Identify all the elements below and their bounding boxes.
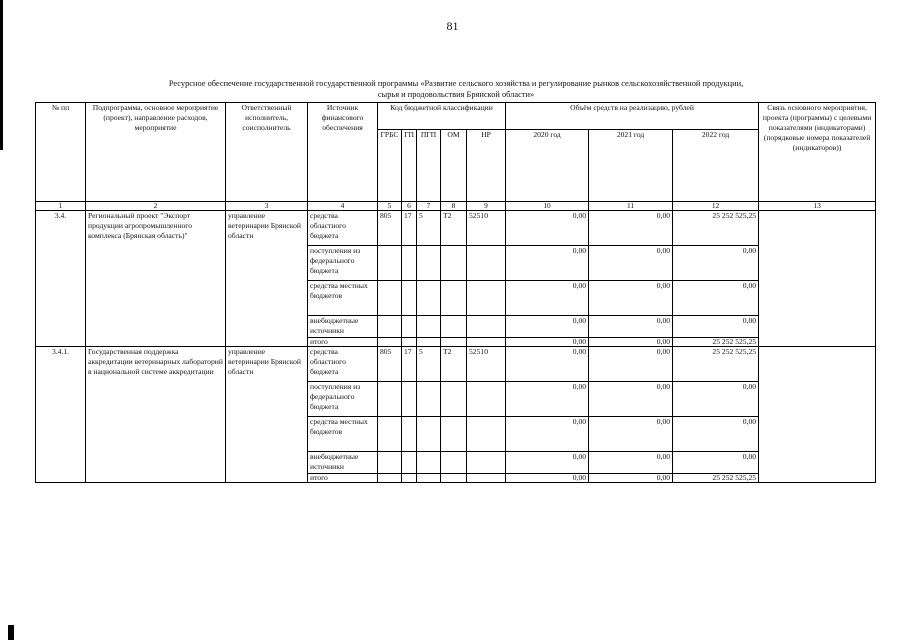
code-gp [402,281,417,316]
header-executor: Ответственный исполнитель, соисполнитель [226,103,308,202]
code-grbs: 805 [378,211,402,246]
measure-name: Государственная поддержка аккредитации ветеринарных лабораторий в национальной системе аккредитации [86,347,226,483]
column-number: 6 [402,202,417,211]
amount-2020: 0,00 [506,211,589,246]
code-np [467,474,506,483]
amount-2020: 0,00 [506,246,589,281]
code-grbs [378,474,402,483]
code-gp [402,338,417,347]
funding-source: поступления из федерального бюджета [308,382,378,417]
amount-2022: 0,00 [673,417,759,452]
code-om: T2 [441,347,467,382]
code-pgp [417,382,441,417]
document-title [95,78,817,100]
code-gp [402,382,417,417]
column-number: 5 [378,202,402,211]
code-gp [402,316,417,338]
header-pgp: ПГП [417,130,441,202]
amount-2020: 0,00 [506,417,589,452]
amount-2021: 0,00 [589,452,673,474]
indicator-link [759,211,876,347]
amount-2020: 0,00 [506,338,589,347]
funding-source: средства областного бюджета [308,347,378,382]
code-om [441,281,467,316]
code-grbs: 805 [378,347,402,382]
header-gp: ГП [402,130,417,202]
amount-2021: 0,00 [589,474,673,483]
measure-name: Региональный проект "Экспорт продукции агропромышленного комплекса (Брянская область)" [86,211,226,347]
code-np [467,281,506,316]
document-title-line: сырья и продовольствия Брянской области» [377,90,535,99]
column-number: 9 [467,202,506,211]
resource-table [35,102,876,483]
scan-edge-mark [8,625,14,640]
funding-source: внебюджетные источники [308,452,378,474]
amount-2021: 0,00 [589,338,673,347]
amount-2020: 0,00 [506,382,589,417]
code-np: 52510 [467,347,506,382]
amount-2020: 0,00 [506,474,589,483]
header-2021: 2021 год [589,130,673,202]
column-number: 11 [589,202,673,211]
code-pgp [417,452,441,474]
code-om [441,246,467,281]
row-number: 3.4.1. [36,347,86,483]
column-number: 4 [308,202,378,211]
header-source: Источник финансового обеспечения [308,103,378,202]
code-gp [402,474,417,483]
header-grbs: ГРБС [378,130,402,202]
column-number: 2 [86,202,226,211]
code-om [441,382,467,417]
code-om [441,452,467,474]
amount-2021: 0,00 [589,281,673,316]
code-pgp [417,474,441,483]
amount-2021: 0,00 [589,382,673,417]
column-number: 10 [506,202,589,211]
code-grbs [378,281,402,316]
column-number: 1 [36,202,86,211]
code-om [441,338,467,347]
code-np [467,338,506,347]
code-pgp [417,246,441,281]
funding-source: поступления из федерального бюджета [308,246,378,281]
funding-source: средства местных бюджетов [308,281,378,316]
code-pgp [417,417,441,452]
code-np [467,316,506,338]
header-volume: Объём средств на реализацию, рублей [506,103,759,130]
column-number: 3 [226,202,308,211]
table-row [36,347,876,382]
funding-source: средства местных бюджетов [308,417,378,452]
code-gp: 17 [402,347,417,382]
code-om [441,474,467,483]
executor-name: управление ветеринарии Брянской области [226,347,308,483]
header-budget-code: Код бюджетной классификации [378,103,506,130]
code-np [467,452,506,474]
amount-2021: 0,00 [589,211,673,246]
code-np: 52510 [467,211,506,246]
column-number: 13 [759,202,876,211]
header-np: НР [467,130,506,202]
code-om: T2 [441,211,467,246]
code-gp [402,246,417,281]
header-num: № пп [36,103,86,202]
funding-source: внебюджетные источники [308,316,378,338]
header-link: Связь основного мероприятия, проекта (программы) с целевыми показателями (индикаторами) (порядковые номера показателей (индикаторов)) [759,103,876,202]
header-om: ОМ [441,130,467,202]
amount-2021: 0,00 [589,417,673,452]
amount-2020: 0,00 [506,452,589,474]
column-number: 7 [417,202,441,211]
code-grbs [378,316,402,338]
column-number: 12 [673,202,759,211]
code-om [441,417,467,452]
amount-2021: 0,00 [589,347,673,382]
funding-source: средства областного бюджета [308,211,378,246]
code-np [467,417,506,452]
amount-2022: 25 252 525,25 [673,347,759,382]
amount-2020: 0,00 [506,347,589,382]
code-gp [402,452,417,474]
table-row [36,211,876,246]
amount-2022: 0,00 [673,452,759,474]
code-grbs [378,417,402,452]
header-row [36,103,876,130]
amount-2020: 0,00 [506,281,589,316]
code-grbs [378,338,402,347]
code-grbs [378,452,402,474]
funding-source: итого [308,474,378,483]
column-number: 8 [441,202,467,211]
code-pgp [417,316,441,338]
code-om [441,316,467,338]
amount-2022: 25 252 525,25 [673,338,759,347]
code-gp [402,417,417,452]
amount-2022: 0,00 [673,316,759,338]
code-gp: 17 [402,211,417,246]
indicator-link [759,347,876,483]
code-pgp: 5 [417,347,441,382]
code-pgp [417,338,441,347]
code-grbs [378,382,402,417]
amount-2020: 0,00 [506,316,589,338]
column-number-row [36,202,876,211]
header-subprogram: Подпрограмма, основное мероприятие (проект), направление расходов, мероприятие [86,103,226,202]
amount-2021: 0,00 [589,316,673,338]
header-2020: 2020 год [506,130,589,202]
amount-2022: 0,00 [673,382,759,417]
code-np [467,246,506,281]
code-grbs [378,246,402,281]
header-2022: 2022 год [673,130,759,202]
page-number: 81 [446,19,459,33]
amount-2022: 25 252 525,25 [673,474,759,483]
amount-2022: 0,00 [673,281,759,316]
amount-2022: 0,00 [673,246,759,281]
code-pgp: 5 [417,211,441,246]
document-title-line: Ресурсное обеспечение государственной государственной программы «Развитие сельского хозяйства и регулирование рынков сельскохозяйственной продукции, [168,79,744,88]
amount-2021: 0,00 [589,246,673,281]
executor-name: управление ветеринарии Брянской области [226,211,308,347]
funding-source: итого [308,338,378,347]
code-pgp [417,281,441,316]
amount-2022: 25 252 525,25 [673,211,759,246]
row-number: 3.4. [36,211,86,347]
code-np [467,382,506,417]
